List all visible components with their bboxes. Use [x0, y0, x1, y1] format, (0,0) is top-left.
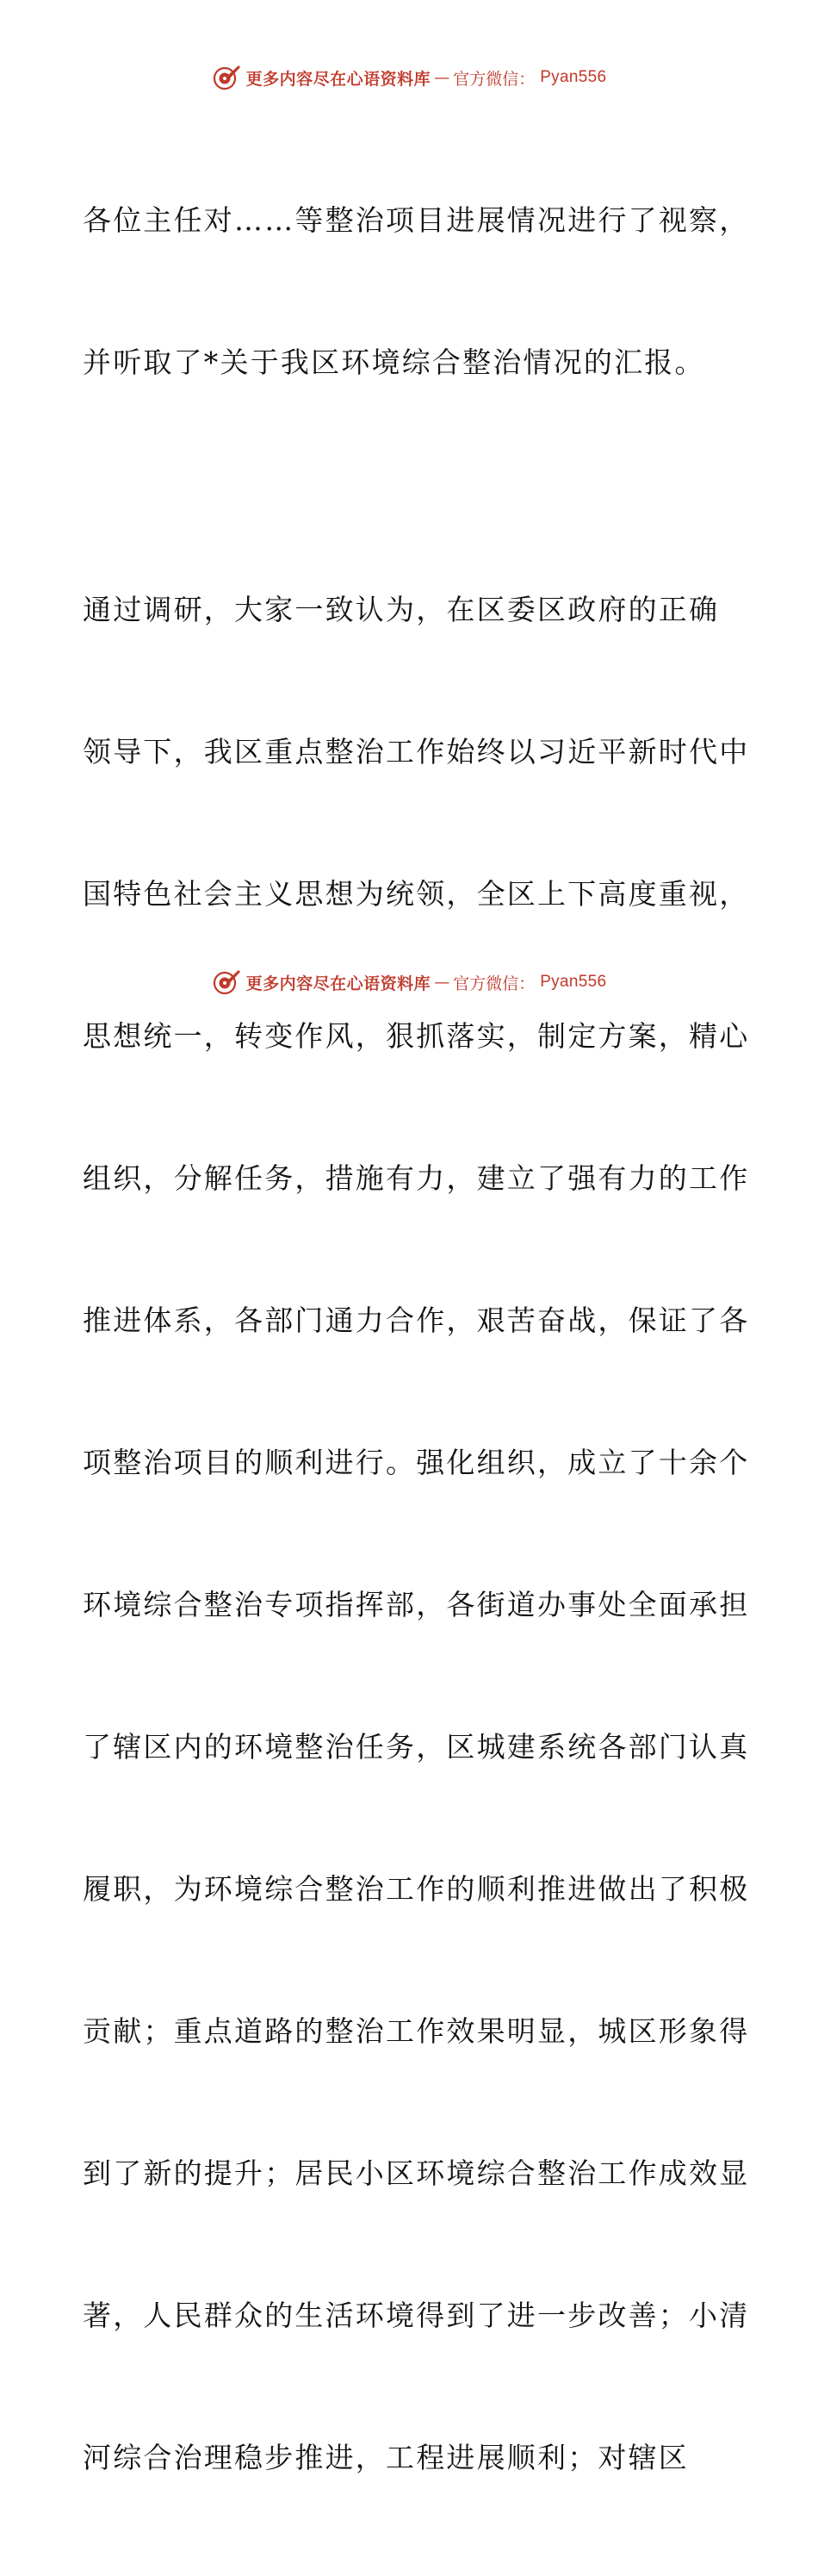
separator-dash: — — [434, 68, 450, 87]
separator-dash: — — [434, 973, 450, 992]
text-line: 环境综合整治专项指挥部，各街道办事处全面承担 — [83, 1588, 750, 1621]
text-line: 河综合治理稳步推进，工程进展顺利；对辖区 — [83, 2441, 689, 2474]
wechat-label: 官方微信： — [453, 974, 536, 993]
text-line: 项整治项目的顺利进行。强化组织，成立了十余个 — [83, 1446, 750, 1479]
pen-logo-icon — [212, 968, 241, 997]
text-line: 领导下，我区重点整治工作始终以习近平新时代中 — [83, 735, 750, 768]
site-name: 更多内容尽在心语资料库 — [245, 974, 431, 993]
text-line: 组织，分解任务，措施有力，建立了强有力的工作 — [83, 1161, 750, 1195]
text-line: 思想统一，转变作风，狠抓落实，制定方案，精心 — [83, 1019, 750, 1053]
wechat-label: 官方微信： — [453, 69, 536, 89]
pen-logo-icon — [212, 63, 241, 92]
paragraph-2 — [83, 491, 750, 2576]
text-line: 贡献；重点道路的整治工作效果明显，城区形象得 — [83, 2014, 750, 2048]
text-line: 推进体系，各部门通力合作，艰苦奋战，保证了各 — [83, 1304, 750, 1337]
text-line: 国特色社会主义思想为统领，全区上下高度重视， — [83, 877, 750, 911]
document-body — [83, 102, 750, 2576]
text-line: 并听取了*关于我区环境综合整治情况的汇报。 — [83, 345, 705, 379]
site-name: 更多内容尽在心语资料库 — [245, 69, 431, 89]
text-line: 了辖区内的环境整治任务，区城建系统各部门认真 — [83, 1730, 750, 1764]
text-line: 通过调研，大家一致认为，在区委区政府的正确 — [83, 593, 720, 626]
text-line: 各位主任对……等整治项目进展情况进行了视察， — [83, 203, 750, 237]
wechat-id: Pyan556 — [540, 68, 607, 86]
text-line: 著，人民群众的生活环境得到了进一步改善；小清 — [83, 2299, 750, 2332]
footer-banner — [0, 965, 818, 999]
wechat-id: Pyan556 — [540, 973, 607, 991]
text-line: 履职，为环境综合整治工作的顺利推进做出了积极 — [83, 1872, 750, 1906]
text-line: 到了新的提升；居民小区环境综合整治工作成效显 — [83, 2156, 750, 2190]
header-banner — [0, 60, 818, 95]
paragraph-1 — [83, 102, 750, 481]
